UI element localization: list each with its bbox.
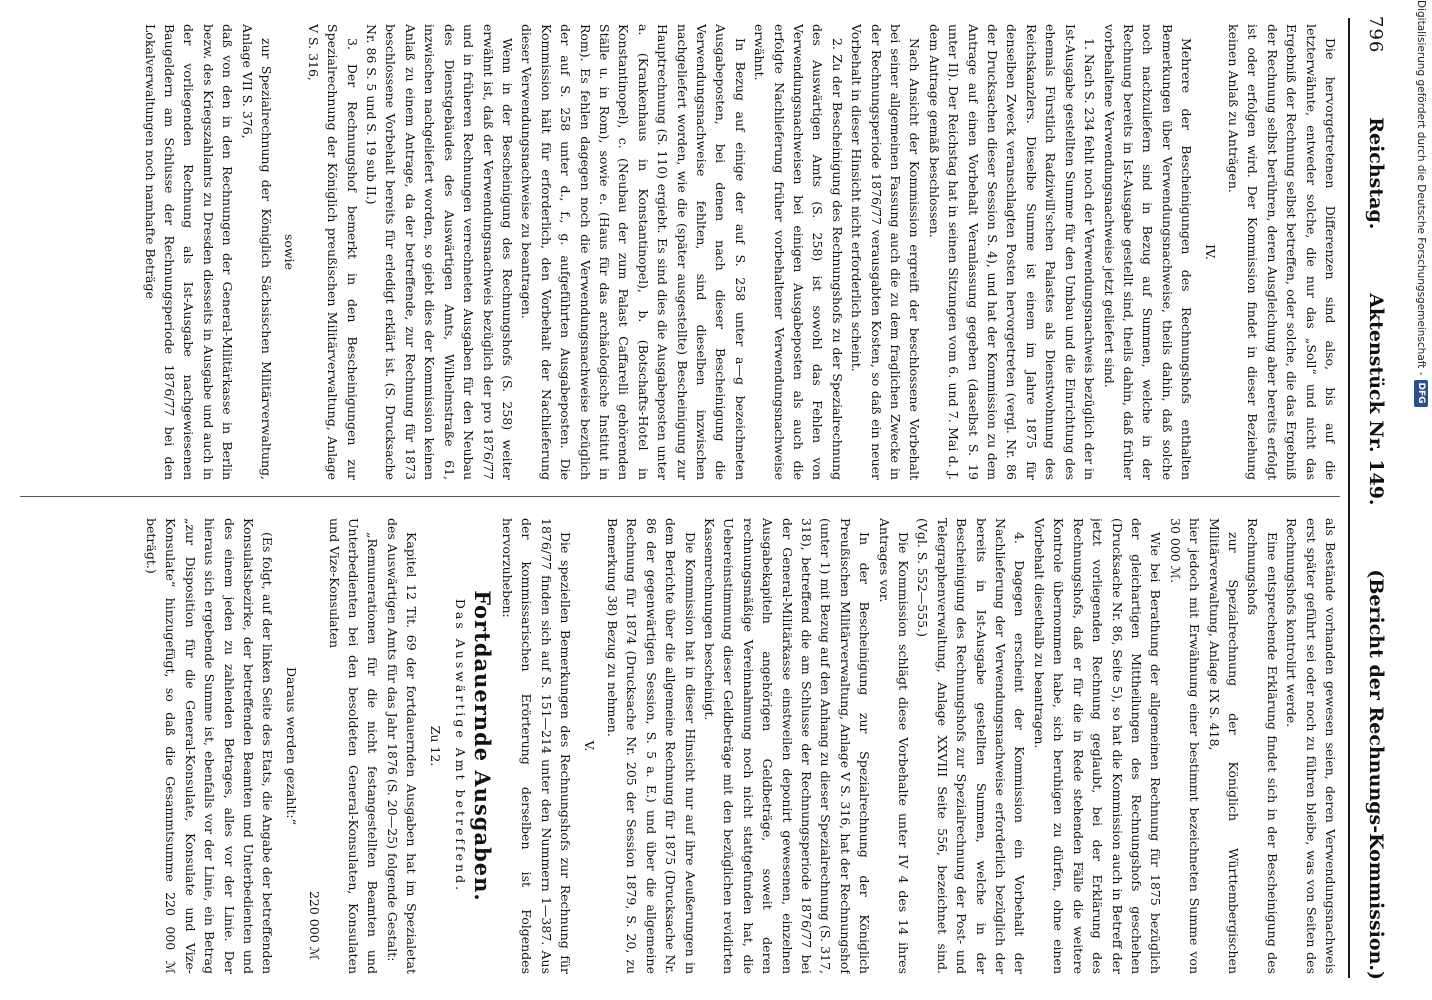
- left-paragraph-9: sowie: [282, 233, 298, 271]
- column-divider: [20, 496, 1340, 497]
- left-paragraph-8: 3. Der Rechnungshof bemerkt in den Bescheinigungen zur Spezialrechnung der Königlich preußischen Militärverwaltung, Anlage V S. 316,: [305, 24, 360, 480]
- left-paragraph-11: daß von den in den Rechnungen der General-Militärkasse in Berlin bezw. des Kriegszahlamts zu Dresden diesseits in Ausgabe und auch in der vorliegenden Rechnung als Ist-Ausgabe nachgewiesenen Baugeldern am Schlusse der Rechnungsperiode 1876/77 bei den Lokalverwaltungen noch namhafte Beträge: [142, 24, 236, 480]
- header-right-title: (Bericht der Rechnungs-Kommission.): [1365, 569, 1387, 980]
- header-center-title: Aktenstück Nr. 149.: [1365, 293, 1387, 506]
- amount-value: 220 000 ℳ: [307, 890, 323, 960]
- right-paragraph-9: Die Kommission hat in dieser Hinsicht nur auf ihre Aeußerungen in dem Berichte über die allgemeine Rechnung für 1875 (Drucksache Nr. 86 der gegenwärtigen Session, S. 5 a. E.) und über die allgemeine Rechnung für 1874 (Drucksache Nr. 205 der Session 1879, S. 20, zu Bemerkung 38) Bezug zu nehmen.: [604, 518, 698, 974]
- section-iv-heading: IV.: [1202, 244, 1218, 260]
- left-paragraph-1: Die hervorgetretenen Differenzen sind also, bis auf die letzterwähnte, entweder solche, die nur das „Soll“ und nicht das Ergebniß der Rechnung selbst betreffen, oder solche, die das Ergebniß der Rechnung selbst berühren, deren Ausgleichung aber bereits erfolgt ist oder erfolgen wird. Der Kommission findet in dieser Beziehung keinen Anlaß zu Anträgen.: [1225, 24, 1338, 480]
- right-paragraph-12: „Remunerationen für die nicht festangestellten Beamten und Unterbedienten bei den besoldeten General-Konsulaten, Konsulaten und Vize-Konsulaten: [326, 518, 381, 974]
- dfg-logo: DFG: [1414, 380, 1428, 407]
- right-paragraph-13: Daraus werden gezahlt:“: [283, 667, 299, 825]
- item-label: Zu 12.: [427, 725, 443, 767]
- left-column: [15, 24, 1340, 480]
- left-paragraph-7: Wenn in der Bescheinigung des Rechnungshofs (S. 258) weiter erwähnt ist, daß der Verwendungsnachweis bezüglich der pro 1876/77 und in früheren Rechnungen verrechneten Ausgaben für den Neubau des Dienstgebäudes des Auswärtigen Amts, Wilhelmstraße 61, inzwischen nachgeliefert worden, so giebt dies der Kommission keinen Anlaß zu einem Antrage, da der betreffende, zur Rechnung für 1873 beschlossene Vorbehalt bereits für erledigt erklärt ist. (S. Drucksache Nr. 86 S. 5 und S. 19 sub II.): [364, 24, 515, 480]
- left-paragraph-10: zur Spezialrechnung der Königlich Sächsischen Militärverwaltung, Anlage VII S. 376,: [239, 24, 275, 480]
- header-left-title: Reichstag.: [1365, 117, 1387, 230]
- right-paragraph-1: als Bestände vorhanden gewesen seien, deren Verwendungsnachweis erst später geführt sei oder noch zu führen bleibe, was von Seiten des Rechnungshofs kontrolirt werde.: [1284, 518, 1338, 974]
- right-paragraph-2: Eine entsprechende Erklärung findet sich in der Bescheinigung des Rechnungshofs: [1245, 518, 1280, 974]
- page-number: 796: [1365, 16, 1387, 54]
- header-rule: [1348, 18, 1350, 978]
- right-column: [15, 518, 1340, 974]
- right-paragraph-10: Die speziellen Bemerkungen des Rechnungshofs zur Rechnung für 1876/77 finden sich auf S. 151—214 unter den Nummern 1—387. Aus der kommissarischen Erörterung derselben ist Folgendes hervorzuheben:: [499, 518, 574, 974]
- right-paragraph-3: zur Spezialrechnung der Königlich Württembergischen Militärverwaltung, Anlage IX S. 418,: [1206, 518, 1241, 974]
- left-paragraph-6: In Bezug auf einige der auf S. 258 unter a—g bezeichneten Ausgabeposten, bei denen nach dieser Bescheinigung die Verwendungsnachweise fehlten, sind dieselben inzwischen nachgeliefert worden, wie die (später ausgestellte) Bescheinigung zur Hauptrechnung (S. 110) ergiebt. Es sind dies die Ausgabeposten unter a. (Krankenhaus in Konstantinopel), b. (Botschafts-Hotel in Konstantinopel), c. (Neubau der zum Palast Caffarelli gehörenden Ställe u. in Rom), sowie e. (Haus für das archäologische Institut in Rom). Es fehlen dagegen noch die Verwendungsnachweise bezüglich der auf S. 258 unter d., f., g. aufgeführten Ausgabeposten. Die Kommission hält für erforderlich, den Vorbehalt der Nachlieferung dieser Verwendungsnachweise zu beantragen.: [519, 24, 748, 480]
- right-paragraph-6: 4. Dagegen erscheint der Kommission ein Vorbehalt der Nachlieferung der Verwendungsnachweise erforderlich bezüglich der bereits in Ist-Ausgabe gestellten Summen, welche in der Bescheinigung des Rechnungshofs zur Spezialrechnung der Post- und Telegraphenverwaltung, Anlage XXVIII Seite 556, bezeichnet sind. (Vgl. S. 552—555.): [915, 518, 1028, 974]
- right-paragraph-7: Die Kommission schlägt diese Vorbehalte unter IV 4 des 14 ihres Antrages vor.: [876, 518, 912, 974]
- watermark-text: Digitalisierung gefördert durch die Deutsche Forschungsgemeinschaft -: [1415, 0, 1427, 376]
- left-paragraph-4: Nach Ansicht der Kommission ergreift der beschlossene Vorbehalt bei seiner allgemeinen Fassung auch die zu dem fraglichen Zwecke in der Rechnungsperiode 1876/77 verausgabten Kosten, so daß ein neuer Vorbehalt in dieser Hinsicht nicht erforderlich scheint.: [849, 24, 923, 480]
- left-paragraph-5: 2. Zu der Bescheinigung des Rechnungshofs zu der Spezialrechnung des Auswärtigen Amts (S. 258) ist sowohl das Fehlen von Verwendungsnachweisen bei einigen Ausgabeposten als auch die erfolgte Nachlieferung früher vorbehaltener Verwendungsnachweise erwähnt.: [752, 24, 845, 480]
- digitization-watermark: [1410, 0, 1432, 1000]
- right-paragraph-4: hier jedoch mit Erwähnung einer bestimmt bezeichneten Summe von 30 000 ℳ.: [1167, 518, 1203, 974]
- section-subheading: Das Auswärtige Amt betreffend.: [453, 598, 469, 894]
- left-paragraph-2: Mehrere der Bescheinigungen des Rechnungshofs enthalten Bemerkungen über Verwendungsnachweise, theils dahin, daß solche noch nachzuliefern sind in Bezug auf Summen, welche in der Rechnung bereits in Ist-Ausgabe gestellt sind, theils dahin, daß früher vorbehaltene Verwendungsnachweise jetzt geliefert sind.: [1101, 24, 1195, 480]
- section-heading: Fortdauernde Ausgaben.: [469, 590, 495, 902]
- right-paragraph-11: Kapitel 12 Tit. 69 der fortdauernden Ausgaben hat im Spezialetat des Auswärtigen Amts für das Jahr 1876 (S. 20—25) folgende Gestalt:: [384, 518, 420, 974]
- right-paragraph-5: Wie bei Berathung der allgemeinen Rechnung für 1875 bezüglich der gleichartigen Mittheilungen des Rechnungshofs geschehen (Drucksache Nr. 86, Seite 5), so hat die Kommission auch in Betreff der jetzt vorliegenden Rechnung geglaubt, bei der Erklärung des Rechnungshofs, daß er für die in Rede stehenden Fälle die weitere Kontrole übernommen habe, sich beruhigen zu dürfen, ohne einen Vorbehalt diesethalb zu beantragen.: [1031, 518, 1164, 974]
- right-paragraph-14: (Es folgt, auf der linken Seite des Etats, die Angabe der betreffenden Konsulatsbezirke, der betreffenden Beamten und Unterbedienten und des einem jeden zu zahlenden Betrages, alles vor der Linie. Der hieraus sich ergebende Summe ist, ebenfalls vor der Linie, ein Betrag „zur Disposition für die General-Konsulate, Konsulate und Vize-Konsulate“ hinzugefügt, so daß die Gesammtsumme 220 000 ℳ beträgt.): [144, 518, 276, 974]
- right-paragraph-8: In der Bescheinigung zur Spezialrechnung der Königlich Preußischen Militärverwaltung, Anlage V S. 316, hat der Rechnungshof (unter 1) mit Bezug auf den Anhang zu dieser Spezialrechnung (S. 317, 318), betreffend die am Schlusse der Rechnungsperiode 1876/77 bei der General-Militärkasse einstweilen deponirt gewesenen, einzelnen Ausgabekapiteln angehörigen Geldbeträge, soweit deren rechnungsmäßige Vereinnahmung noch nicht stattgefunden hat, die Uebereinstimmung dieser Geldbeträge mit den bezüglichen revidirten Kassenrechnungen bescheinigt.: [702, 518, 873, 974]
- left-paragraph-3: 1. Nach S. 234 fehlt noch der Verwendungsnachweis bezüglich der in Ist-Ausgabe gestellten Summe für den Umbau und die Einrichtung des ehemals Fürstlich Radziwill'schen Palastes als Dienstwohnung des Reichskanzlers. Dieselbe Summe ist einem im Jahre 1875 für denselben Zweck veranschlagten Posten hervorgetreten (vergl. Nr. 86 der Drucksachen dieser Session S. 4), und hat der Kommission zu dem Antrage auf einen Vorbehalt Veranlassung gegeben (daselbst S. 19 unter II). Der Reichstag hat in seinen Sitzungen vom 6. und 7. Mai d. J. dem Antrage gemäß beschlossen.: [926, 24, 1098, 480]
- page-header: [1356, 16, 1396, 980]
- section-v-heading: V.: [581, 740, 597, 752]
